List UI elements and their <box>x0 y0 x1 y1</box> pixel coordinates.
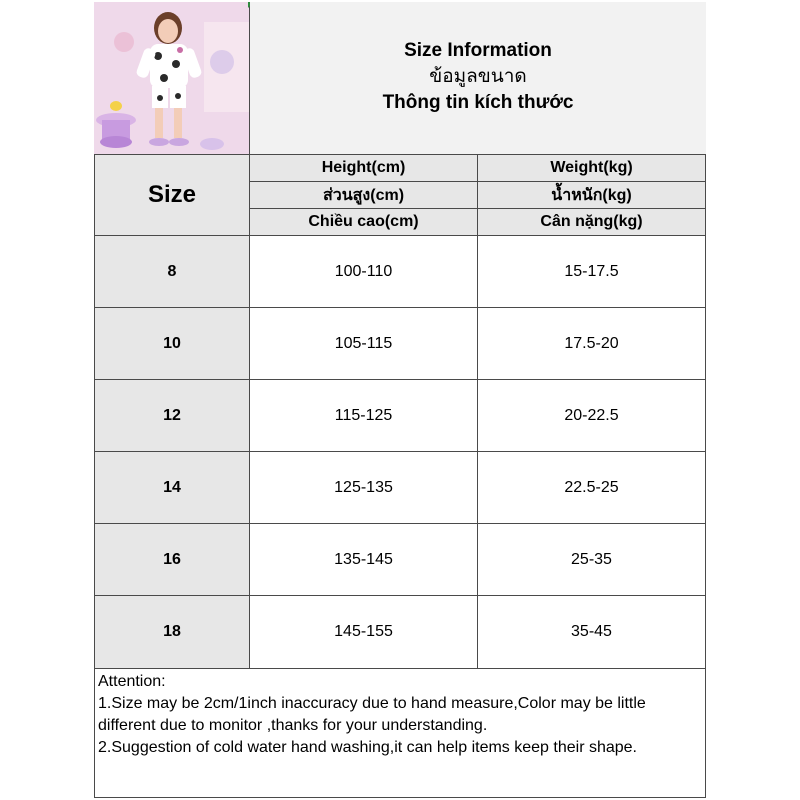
height-cell: 135-145 <box>250 524 478 596</box>
size-cell: 12 <box>94 380 250 452</box>
title-vietnamese: Thông tin kích thước <box>382 92 574 113</box>
attention-notes <box>94 669 706 798</box>
size-cell: 8 <box>94 236 250 308</box>
height-cell: 100-110 <box>250 236 478 308</box>
weight-cell: 20-22.5 <box>478 380 706 452</box>
weight-cell: 25-35 <box>478 524 706 596</box>
height-cell: 115-125 <box>250 380 478 452</box>
girl-pajama-illustration <box>94 2 250 155</box>
size-cell: 18 <box>94 596 250 669</box>
weight-header-th: น้ำหนัก(kg) <box>478 182 706 209</box>
weight-cell: 17.5-20 <box>478 308 706 380</box>
height-cell: 145-155 <box>250 596 478 669</box>
notes-line-1: 1.Size may be 2cm/1inch inaccuracy due to hand measure,Color may be little different due to monitor ,thanks for your understanding. <box>98 695 651 734</box>
size-cell: 16 <box>94 524 250 596</box>
weight-cell: 35-45 <box>478 596 706 669</box>
weight-cell: 22.5-25 <box>478 452 706 524</box>
height-header-vi: Chiều cao(cm) <box>250 209 478 236</box>
weight-cell: 15-17.5 <box>478 236 706 308</box>
product-photo <box>94 2 250 155</box>
height-cell: 125-135 <box>250 452 478 524</box>
title-english: Size Information <box>404 40 552 61</box>
size-cell: 10 <box>94 308 250 380</box>
notes-line-2: 2.Suggestion of cold water hand washing,it can help items keep their shape. <box>98 739 637 756</box>
notes-heading: Attention: <box>98 673 166 690</box>
height-header-th: ส่วนสูง(cm) <box>250 182 478 209</box>
weight-header-en: Weight(kg) <box>478 155 706 182</box>
size-column-header: Size <box>94 155 250 236</box>
height-cell: 105-115 <box>250 308 478 380</box>
weight-header-vi: Cân nặng(kg) <box>478 209 706 236</box>
title-thai: ข้อมูลขนาด <box>429 66 527 87</box>
height-header-en: Height(cm) <box>250 155 478 182</box>
title-block <box>250 2 706 155</box>
size-cell: 14 <box>94 452 250 524</box>
